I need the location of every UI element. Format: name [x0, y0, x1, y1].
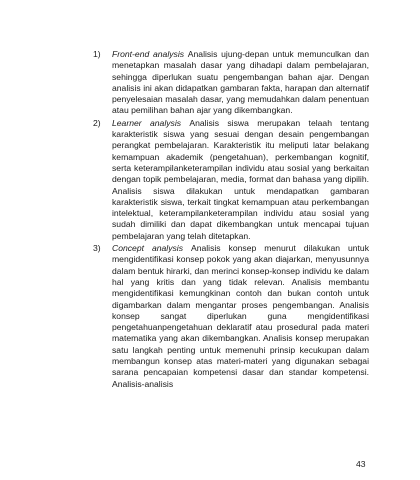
list-item-title: Concept analysis — [112, 243, 191, 254]
page-number: 43 — [356, 459, 366, 469]
list-item-number: 1) — [93, 49, 101, 59]
list-item-title: Front-end analysis — [112, 49, 188, 59]
page-content — [93, 49, 369, 391]
list-item-text: Analisis konsep menurut dilakukan untuk mengidentifikasi konsep pokok yang akan diajarkan, menyusunnya dalam bentuk hirarki, dan merinci konsep-konsep individu ke dalam hal yang kritis dan yang tidak relevan. Analisis membantu mengidentifikasi kemungkinan contoh dan bukan contoh untuk digambarkan dalam mengantar proses pengembangan. Analisis konsep sangat diperlukan guna mengidentifikasi pengetahuanpengetahuan deklaratif atau prosedural pada materi matematika yang akan dikembangkan. Analisis konsep merupakan satu langkah penting untuk memenuhi prinsip kecukupan dalam membangun konsep atas materi-materi yang digunakan sebagai sarana pencapaian kompetensi dasar dan standar kompetensi. Analisis-analisis — [112, 243, 369, 389]
list-item-number: 2) — [93, 117, 101, 128]
list-item-learner-analysis — [93, 118, 369, 242]
list-item-concept-analysis — [93, 243, 369, 390]
list-item-front-end-analysis — [93, 49, 369, 117]
list-item-text: Analisis siswa merupakan telaah tentang karakteristik siswa yang sesuai dengan desain pengembangan perangkat pembelajaran. Karakteristik itu meliputi latar belakang kemampuan akademik (pengetahuan), perkembangan kognitif, serta keterampilanketerampilan individu atau sosial yang berkaitan dengan topik pembelajaran, media, format dan bahasa yang dipilih. Analisis siswa dilakukan untuk mendapatkan gambaran karakteristik siswa, terkait tingkat kemampuan atau perkembangan intelektual, keterampilanketerampilan individu atau sosial yang sudah dimiliki dan dapat dikembangkan untuk mencapai tujuan pembelajaran yang telah ditetapkan. — [112, 117, 369, 241]
list-item-text: Analisis ujung-depan untuk memunculkan dan menetapkan masalah dasar yang dihadapi dalam pembelajaran, sehingga diperlukan suatu pengembangan bahan ajar. Dengan analisis ini akan didapatkan gambaran fakta, harapan dan alternatif penyelesaian masalah dasar, yang memudahkan dalam penentuan atau pemilihan bahan ajar yang dikembangkan. — [112, 49, 369, 116]
list-item-title: Learner analysis — [112, 117, 190, 128]
list-item-number: 3) — [93, 243, 101, 254]
